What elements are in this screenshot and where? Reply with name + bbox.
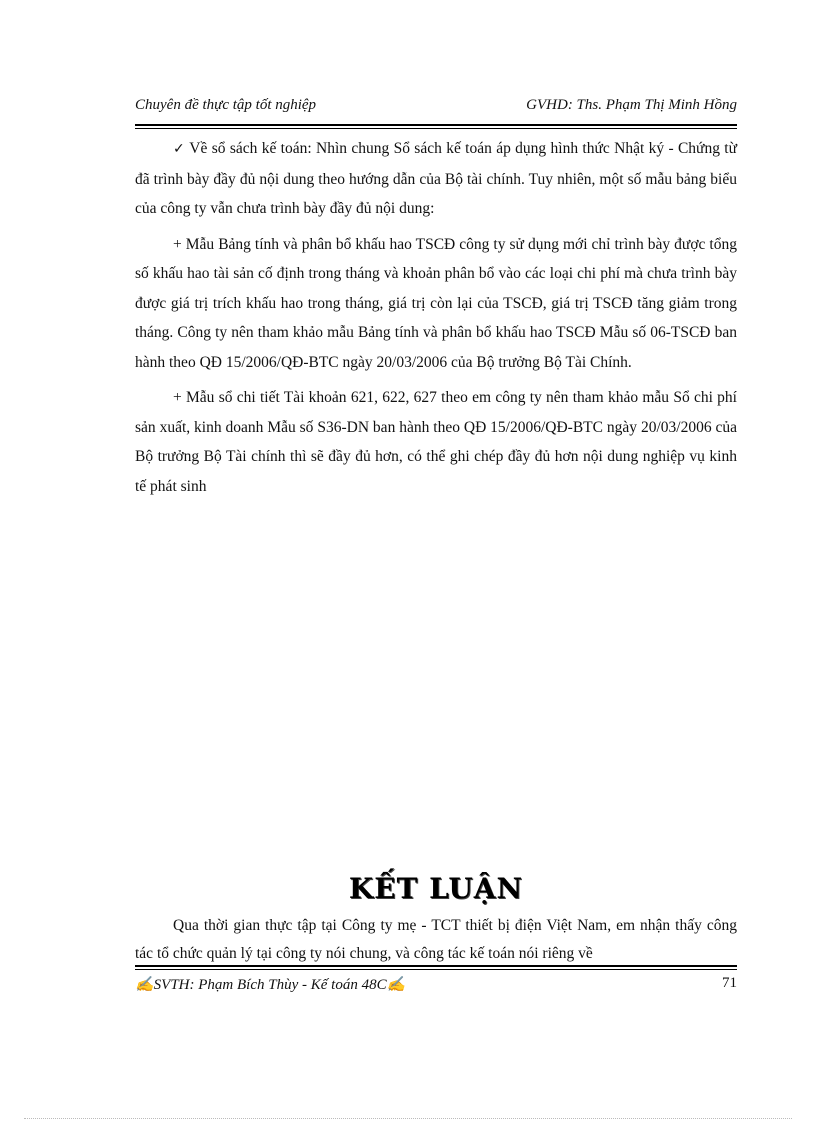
paragraph-bookkeeping xyxy=(135,134,737,224)
header-left-text: Chuyên đề thực tập tốt nghiệp xyxy=(135,97,317,113)
conclusion-title: KẾT LUẬN xyxy=(348,872,524,905)
paragraph-bookkeeping-text: Về sổ sách kế toán: Nhìn chung Sổ sách kế toán áp dụng hình thức Nhật ký - Chứng từ đã trình bày đầy đủ nội dung theo hướng dẫn của Bộ tài chính. Tuy nhiên, một số mẫu bảng biểu của công ty vẫn chưa trình bày đầy đủ nội dung: xyxy=(135,140,737,217)
paragraph-depreciation: + Mẫu Bảng tính và phân bổ khấu hao TSCĐ công ty sử dụng mới chỉ trình bày được tổng số khấu hao tài sản cố định trong tháng và khoản phân bổ vào các loại chi phí mà chưa trình bày được giá trị trích khấu hao trong tháng, giá trị còn lại của TSCĐ, giá trị TSCĐ tăng giảm trong tháng. Công ty nên tham khảo mẫu Bảng tính và phân bổ khấu hao TSCĐ Mẫu số 06-TSCĐ ban hành theo QĐ 15/2006/QĐ-BTC ngày 20/03/2006 của Bộ trưởng Bộ Tài Chính. xyxy=(135,235,737,371)
header-right-text: GVHD: Ths. Phạm Thị Minh Hồng xyxy=(526,97,737,113)
footer-author-text: ✍SVTH: Phạm Bích Thùy - Kế toán 48C✍ xyxy=(135,977,406,993)
footer-rule-thin xyxy=(135,969,737,970)
conclusion-body xyxy=(135,912,737,968)
footer-rule-thick xyxy=(135,965,737,967)
page-footer xyxy=(135,975,737,997)
body-text xyxy=(135,134,737,501)
page-bottom-divider xyxy=(24,1118,792,1119)
page-header xyxy=(135,97,737,119)
paragraph-ledger: + Mẫu sổ chi tiết Tài khoản 621, 622, 627 theo em công ty nên tham khảo mẫu Sổ chi phí sản xuất, kinh doanh Mẫu số S36-DN ban hành theo QĐ 15/2006/QĐ-BTC ngày 20/03/2006 của Bộ trưởng Bộ Tài chính thì sẽ đầy đủ hơn, có thể ghi chép đầy đủ hơn nội dung nghiệp vụ kinh tế phát sinh xyxy=(135,389,737,495)
conclusion-paragraph: Qua thời gian thực tập tại Công ty mẹ - TCT thiết bị điện Việt Nam, em nhận thấy công tác tổ chức quản lý tại công ty nói chung, và công tác kế toán nói riêng về xyxy=(135,917,737,962)
header-rule-thin xyxy=(135,128,737,129)
header-rule-thick xyxy=(135,124,737,126)
checkmark-icon: ✓ xyxy=(173,141,186,157)
page-number: 71 xyxy=(722,975,737,991)
